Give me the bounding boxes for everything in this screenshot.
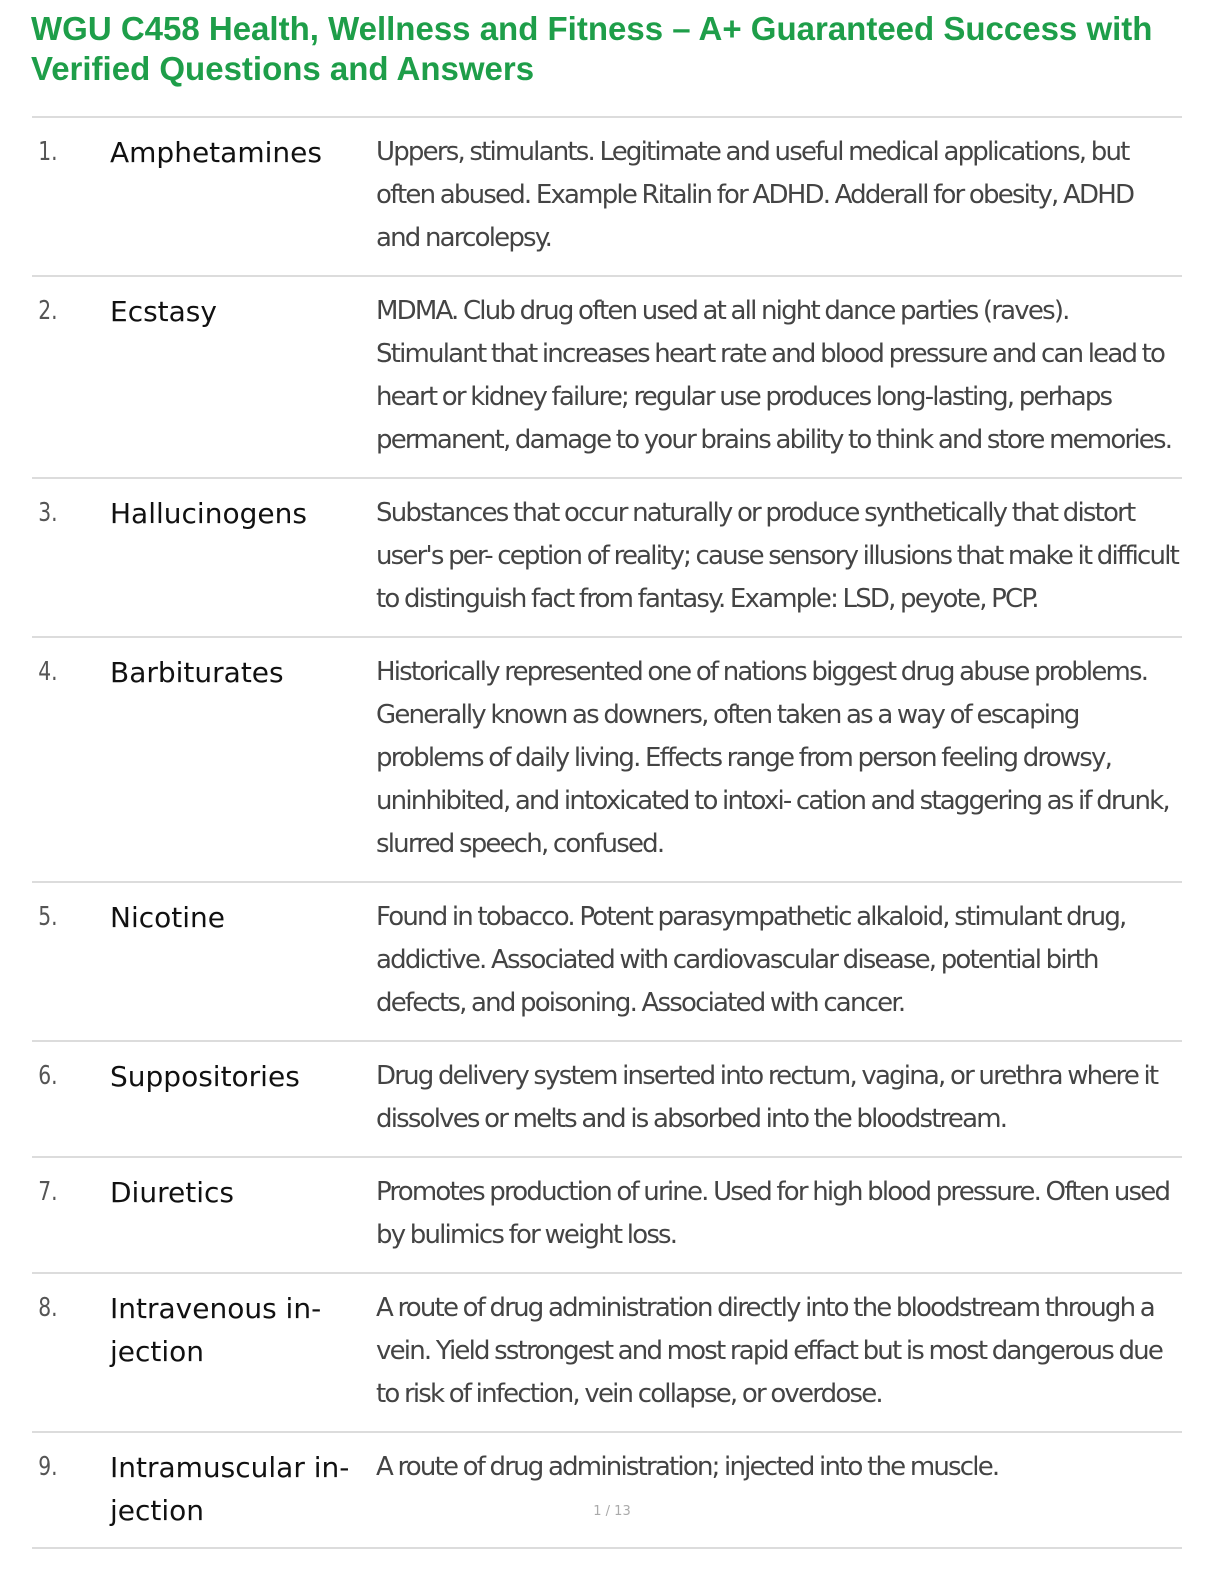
qa-list — [32, 116, 1182, 1549]
item-number: 2. — [38, 296, 58, 326]
item-term: Ecstasy — [110, 295, 217, 328]
item-term: Amphetamines — [110, 136, 322, 169]
item-number: 8. — [38, 1293, 58, 1323]
qa-item — [32, 1042, 1182, 1158]
qa-item — [32, 277, 1182, 479]
qa-item — [32, 1158, 1182, 1274]
document-title: WGU C458 Health, Wellness and Fitness – A+ Guaranteed Success with Verified Questions and Answers — [31, 10, 1153, 87]
item-number: 9. — [38, 1452, 58, 1482]
qa-item — [32, 1433, 1182, 1549]
qa-item — [32, 479, 1182, 638]
item-definition: Promotes production of urine. Used for high blood pressure. Often used by bulimics for weight loss. — [376, 1177, 1170, 1250]
item-definition: MDMA. Club drug often used at all night dance parties (raves). Stimulant that increases heart rate and blood pressure and can lead to heart or kidney failure; regular use produces long-lasting, perhaps permanent, damage to your brains ability to think and store memories. — [376, 296, 1172, 455]
item-definition: A route of drug administration directly into the bloodstream through a vein. Yield sstrongest and most rapid effact but is most dangerous due to risk of infection, vein collapse, or overdose. — [376, 1293, 1163, 1409]
item-number: 7. — [38, 1177, 58, 1207]
item-definition: Substances that occur naturally or produce synthetically that distort user's per- ception of reality; cause sensory illusions that make it difficult to distinguish fact from fantasy. Example: LSD, peyote, PCP. — [376, 498, 1179, 614]
item-definition: A route of drug administration; injected into the muscle. — [376, 1452, 999, 1482]
item-number: 4. — [38, 657, 58, 687]
item-number: 1. — [38, 137, 58, 167]
item-definition: Found in tobacco. Potent parasympathetic alkaloid, stimulant drug, addictive. Associated with cardiovascular disease, potential birth defects, and poisoning. Associated with cancer. — [376, 902, 1126, 1018]
item-definition: Uppers, stimulants. Legitimate and useful medical applications, but often abused. Example Ritalin for ADHD. Adderall for obesity, ADHD and narcolepsy. — [376, 137, 1134, 253]
item-definition: Drug delivery system inserted into rectum, vagina, or urethra where it dissolves or melts and is absorbed into the bloodstream. — [376, 1061, 1158, 1134]
page-number: 1 / 13 — [593, 1504, 631, 1519]
item-number: 6. — [38, 1061, 58, 1091]
item-term: Hallucinogens — [110, 497, 307, 530]
item-number: 3. — [38, 498, 58, 528]
qa-item — [32, 118, 1182, 277]
qa-item — [32, 638, 1182, 883]
item-term: Intravenous in- jection — [110, 1292, 322, 1368]
qa-item — [32, 1274, 1182, 1433]
item-term: Barbiturates — [110, 656, 284, 689]
item-definition: Historically represented one of nations biggest drug abuse problems. Generally known as downers, often taken as a way of escaping problems of daily living. Effects range from person feeling drowsy, uninhibited, and intoxicated to intoxi- cation and staggering as if drunk, slurred speech, confused. — [376, 657, 1169, 859]
item-term: Intramuscular in- jection — [110, 1451, 350, 1527]
qa-item — [32, 883, 1182, 1042]
item-number: 5. — [38, 902, 58, 932]
item-term: Suppositories — [110, 1060, 300, 1093]
item-term: Nicotine — [110, 901, 225, 934]
item-term: Diuretics — [110, 1176, 234, 1209]
